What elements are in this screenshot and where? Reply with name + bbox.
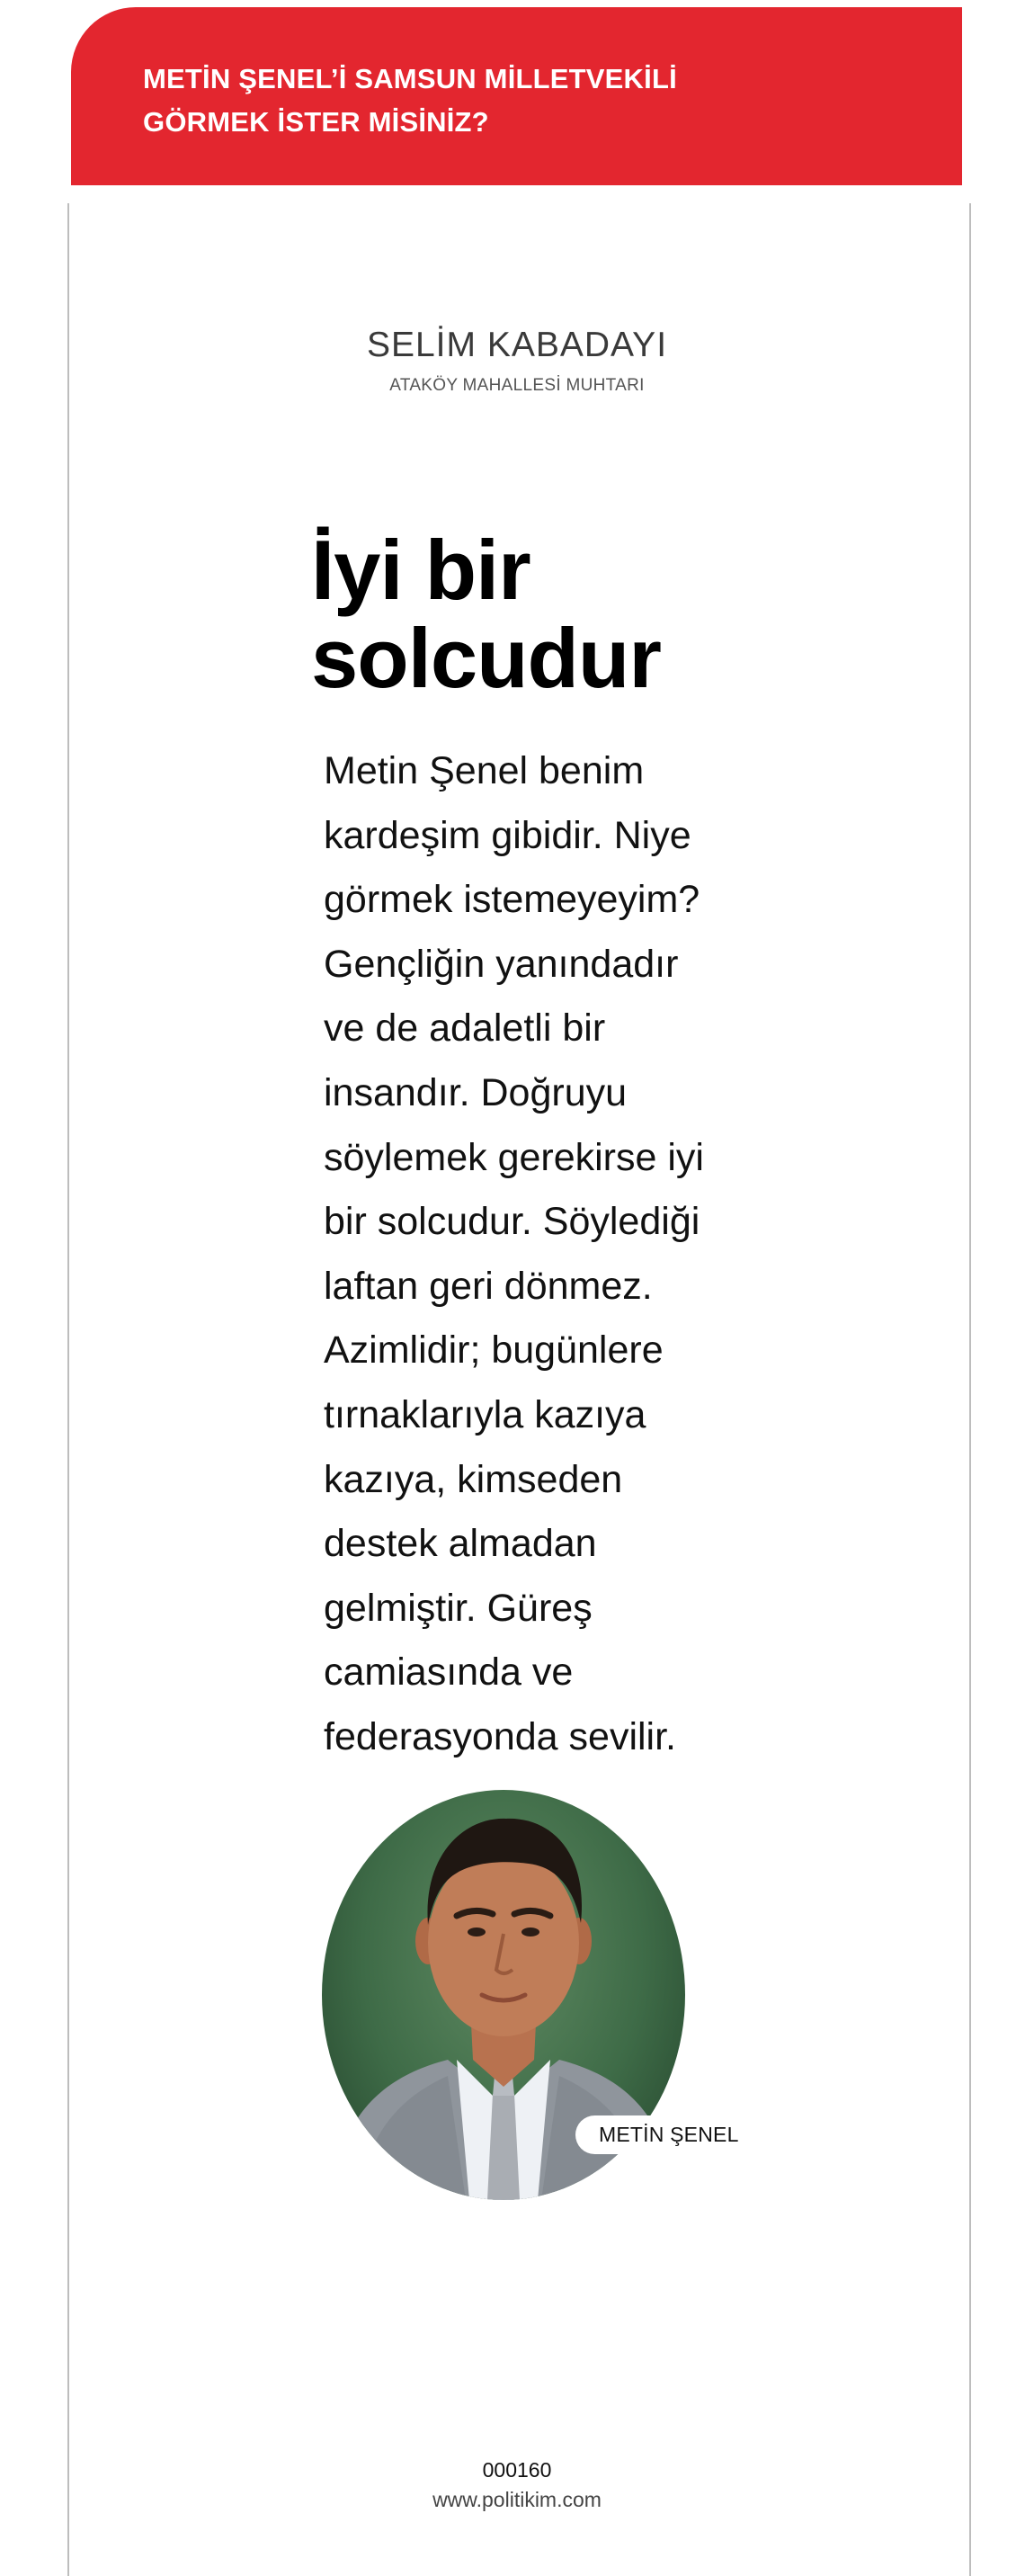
article-body — [324, 739, 719, 1770]
body-line: kazıya, kimseden — [324, 1457, 623, 1501]
page-number: 000160 — [482, 2458, 552, 2482]
author-name: SELİM KABADAYI — [366, 326, 668, 364]
body-line: söylemek gerekirse iyi — [324, 1135, 704, 1179]
body-line: laftan geri dönmez. — [324, 1264, 653, 1308]
body-line: bir solcudur. Söylediği — [324, 1200, 700, 1244]
body-line: federasyonda sevilir. — [324, 1714, 676, 1758]
header-title-line-1: METİN ŞENEL’İ SAMSUN MİLLETVEKİLİ — [143, 63, 677, 94]
header-banner — [71, 7, 962, 185]
body-line: kardeşim gibidir. Niye — [324, 813, 691, 857]
body-line: gelmiştir. Güreş — [324, 1586, 593, 1630]
article-headline — [311, 523, 779, 705]
body-line: insandır. Doğruyu — [324, 1070, 628, 1114]
body-line: görmek istemeyeyim? — [324, 878, 700, 922]
website-link[interactable]: www.politikim.com — [432, 2488, 602, 2511]
body-line: tırnaklarıyla kazıya — [324, 1392, 646, 1436]
body-line: Gençliğin yanındadır — [324, 942, 679, 986]
photo-caption: METİN ŞENEL — [575, 2115, 750, 2154]
body-line: ve de adaletli bir — [324, 1006, 606, 1051]
page-frame-left — [67, 203, 69, 2576]
body-line: destek almadan — [324, 1522, 597, 1566]
body-line: Metin Şenel benim — [324, 749, 645, 792]
header-title-line-2: GÖRMEK İSTER MİSİNİZ? — [143, 106, 489, 138]
body-line: Azimlidir; bugünlere — [324, 1328, 664, 1373]
author-role: ATAKÖY MAHALLESİ MUHTARI — [389, 376, 645, 395]
body-line: camiasında ve — [324, 1650, 574, 1695]
page-frame-right — [969, 203, 971, 2576]
headline-line-1: İyi bir — [311, 523, 530, 617]
headline-line-2: solcudur — [311, 611, 661, 705]
